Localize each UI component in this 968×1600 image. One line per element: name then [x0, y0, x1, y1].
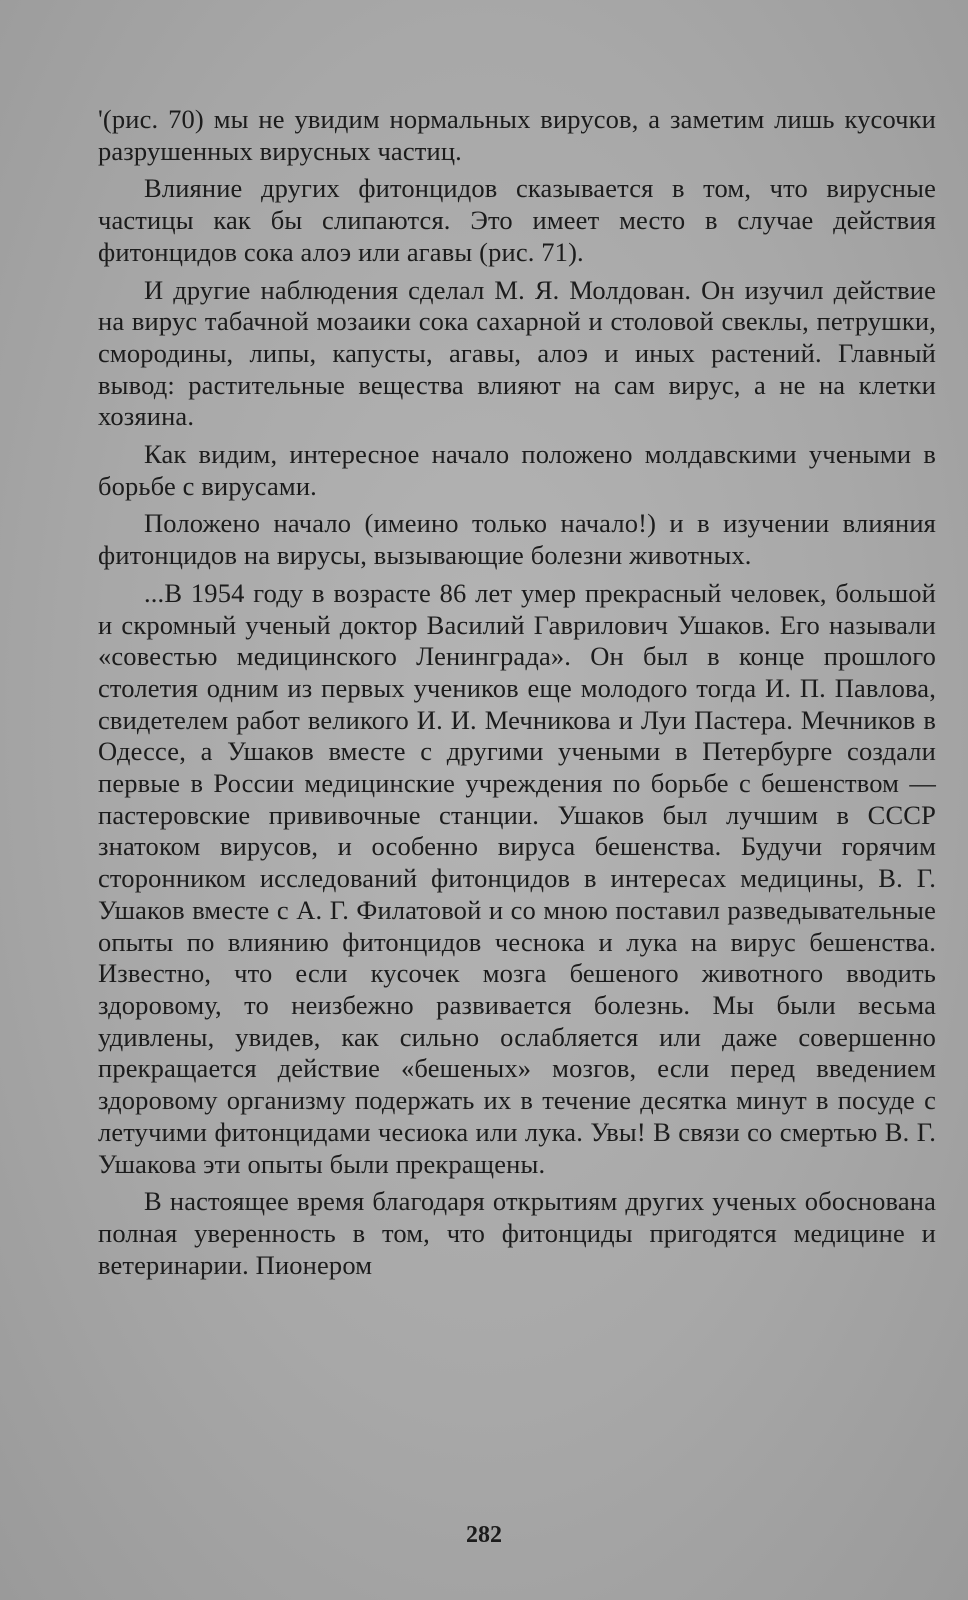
paragraph-3: И другие наблюдения сделал М. Я. Молдован. Он изучил действие на вирус табачной мозаики сока сахарной и столовой свеклы, петрушки, смородины, липы, капусты, агавы, алоэ и иных растений. Главный вывод: растительные вещества влияют на сам вирус, а не на клетки хозяина.: [98, 274, 936, 432]
page-number: 282: [466, 1522, 502, 1548]
paragraph-1: '(рис. 70) мы не увидим нормальных вирусов, а заметим лишь кусочки разрушенных вирусных частиц.: [98, 104, 936, 166]
paragraph-4: Как видим, интересное начало положено молдавскими учеными в борьбе с вирусами.: [98, 439, 936, 501]
paragraph-7: В настоящее время благодаря открытиям других ученых обоснована полная уверенность в том, что фитонциды пригодятся медицине и ветеринарии. Пионером: [98, 1186, 936, 1280]
paragraph-5: Положено начало (имеино только начало!) и в изучении влияния фитонцидов на вирусы, вызывающие болезни животных.: [98, 508, 936, 571]
paragraph-2: Влияние других фитонцидов сказывается в том, что вирусные частицы как бы слипаются. Это имеет место в случае действия фитонцидов сока алоэ или агавы (рис. 71).: [98, 173, 936, 267]
body-text: [98, 104, 936, 1287]
paragraph-6: ...В 1954 году в возрасте 86 лет умер прекрасный человек, большой и скромный ученый доктор Василий Гаврилович Ушаков. Его называли «совестью медицинского Ленинграда». Он был в конце прошлого столетия одним из первых учеников еще молодого тогда И. П. Павлова, свидетелем работ великого И. И. Мечникова и Луи Пастера. Мечников в Одессе, а Ушаков вместе с другими учеными в Петербурге создали первые в России медицинские учреждения по борьбе с бешенством — пастеровские прививочные станции. Ушаков был лучшим в СССР знатоком вирусов, и особенно вируса бешенства. Будучи горячим сторонником исследований фитонцидов в интересах медицины, В. Г. Ушаков вместе с А. Г. Филатовой и со мною поставил разведывательные опыты по влиянию фитонцидов чеснока и лука на вирус бешенства. Известно, что если кусочек мозга бешеного животного вводить здоровому, то неизбежно развивается болезнь. Мы были весьма удивлены, увидев, как сильно ослабляется или даже совершенно прекращается действие «бешеных» мозгов, если перед введением здоровому организму подержать их в течение десятка минут в посуде с летучими фитонцидами чесиока или лука. Увы! В связи со смертью В. Г. Ушакова эти опыты были прекращены.: [98, 577, 936, 1179]
